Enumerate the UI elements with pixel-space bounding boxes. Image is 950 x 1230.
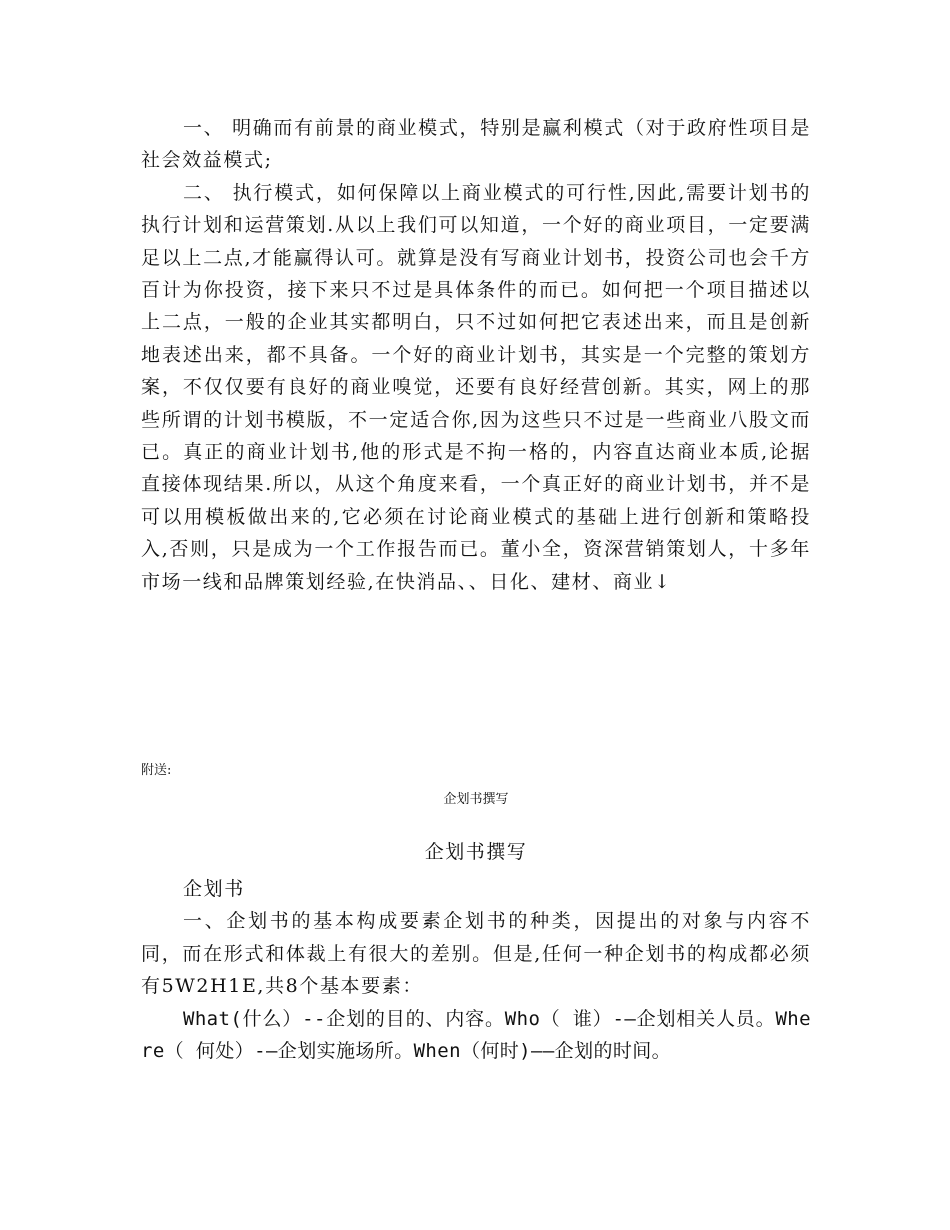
paragraph-business-model: 一、 明确而有前景的商业模式，特别是赢利模式（对于政府性项目是社会效益模式; <box>141 117 811 172</box>
appendix-title: 企划书撰写 <box>424 841 528 863</box>
appendix-subtitle: 企划书 <box>183 878 245 900</box>
paragraph-5w2h1e: What(什么）--企划的目的、内容。Who（ 谁）-—企划相关人员。Where（ 何处）-—企划实施场所。When（何时)——企划的时间。 <box>141 1007 811 1063</box>
appendix-body <box>141 873 811 1067</box>
section-1 <box>141 112 811 598</box>
appendix-small-title: 企划书撰写 <box>443 792 509 807</box>
paragraph-execution-model: 二、 执行模式，如何保障以上商业模式的可行性,因此,需要计划书的执行计划和运营策划.从以上我们可以知道，一个好的商业项目，一定要满足以上二点,才能赢得认可。就算是没有写商业计划书，投资公司也会千方百计为你投资，接下来只不过是具体条件的而已。如何把一个项目描述以上二点，一般的企业其实都明白，只不过如何把它表述出来，而且是创新地表述出来，都不具备。一个好的商业计划书，其实是一个完整的策划方案，不仅仅要有良好的商业嗅觉，还要有良好经营创新。其实，网上的那些所谓的计划书模版，不一定适合你,因为这些只不过是一些商业八股文而已。真正的商业计划书,他的形式是不拘一格的，内容直达商业本质,论据直接体现结果.所以，从这个角度来看，一个真正好的商业计划书，并不是可以用模板做出来的,它必须在讨论商业模式的基础上进行创新和策略投入,否则，只是成为一个工作报告而已。董小全，资深营销策划人，十多年市场一线和品牌策划经验,在快消品、、日化、建材、商业↓ <box>141 181 811 593</box>
appendix-label: 附送: <box>141 763 172 778</box>
paragraph-plan-elements: 一、企划书的基本构成要素企划书的种类，因提出的对象与内容不同，而在形式和体裁上有很大的差别。但是,任何一种企划书的构成都必须有5W2H1E,共8个基本要素： <box>141 910 811 998</box>
